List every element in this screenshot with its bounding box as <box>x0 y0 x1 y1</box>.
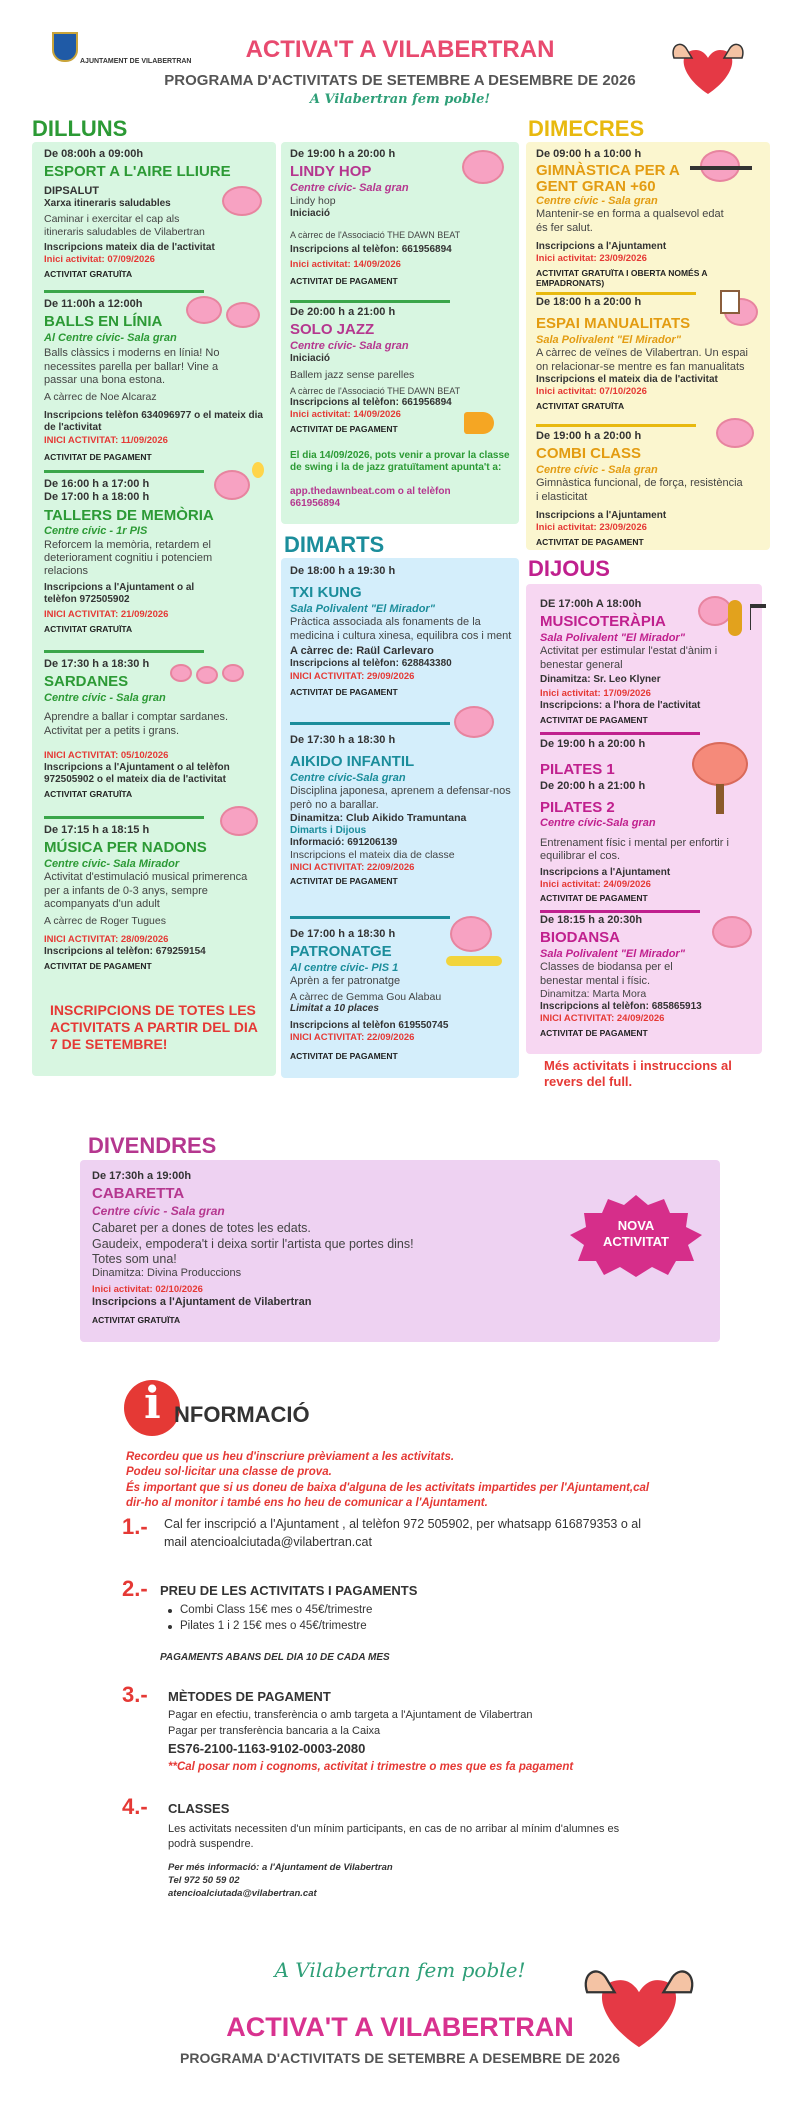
page-subtitle: PROGRAMA D'ACTIVITATS DE SETEMBRE A DESEMBRE DE 2026 <box>164 72 636 89</box>
by: A càrrec de l'Associació THE DAWN BEAT <box>290 386 461 397</box>
desc: Disciplina japonesa, aprenem a defensar-nos però no a barallar. <box>290 785 511 811</box>
place: Sala Polivalent "El Mirador" <box>536 333 681 346</box>
pay: ACTIVITAT DE PAGAMENT <box>540 1028 648 1039</box>
insc: Inscripcions a l'Ajuntament o al telèfon 972505902 <box>44 581 195 605</box>
price-item-2: Pilates 1 i 2 15€ mes o 45€/trimestre <box>180 1620 367 1632</box>
info-title: NFORMACIÓ <box>174 1402 310 1427</box>
music-stand-icon <box>750 604 766 630</box>
time: De 19:00 h a 20:00 h <box>290 148 396 160</box>
desc: Aprèn a fer patronatge <box>290 975 401 988</box>
karate-brain-icon <box>454 706 494 738</box>
megaphone-icon <box>464 412 494 434</box>
day-divendres: DIVENDRES <box>88 1133 217 1158</box>
insc: Inscripcions telèfon 634096977 o el mateix dia de l'activitat <box>44 410 263 434</box>
insc: Inscripcions el mateix dia de classe <box>290 849 455 862</box>
sardana-brains-icon-2 <box>196 666 218 684</box>
activity-name: SOLO JAZZ <box>290 321 375 339</box>
footer-subtitle: PROGRAMA D'ACTIVITATS DE SETEMBRE A DESEMBRE DE 2026 <box>180 2050 620 2066</box>
separator <box>44 650 204 653</box>
lightbulb-brain-icon <box>214 470 250 500</box>
place: Centre cívic - Sala gran <box>44 691 166 704</box>
insc: Inscripcions al telèfon 619550745 <box>290 1019 449 1031</box>
pay: ACTIVITAT DE PAGAMENT <box>540 714 648 725</box>
info: Informació: 691206139 <box>290 836 398 848</box>
footer-slogan: A Vilabertran fem poble! <box>274 1958 526 1982</box>
place: Centre cívic - Sala gran <box>92 1203 225 1218</box>
brain-mascot-icon <box>222 186 262 216</box>
activity-name: ESPORT A L'AIRE LLIURE <box>44 163 231 181</box>
info-heading-4: CLASSES <box>168 1801 230 1816</box>
desc: Classes de biodansa per el benestar mental i físic. <box>540 961 673 987</box>
start: Inici activitat: 23/09/2026 <box>536 253 647 265</box>
tape-measure-brain-icon <box>450 916 492 952</box>
start: Inici activitat: 02/10/2026 <box>92 1284 203 1296</box>
info-number-4: 4.- <box>122 1794 148 1819</box>
by: A càrrec de Noe Alcaraz <box>44 391 157 404</box>
start: INICI ACTIVITAT: 24/09/2026 <box>540 1012 665 1024</box>
time: De 17:30 h a 18:30 h <box>44 658 150 670</box>
start: Inici activitat: 07/09/2026 <box>44 254 155 266</box>
insc: Inscripcions al telèfon: 661956894 <box>290 244 452 256</box>
slogan: A Vilabertran fem poble! <box>309 92 491 107</box>
place: Centre cívic- Sala Mirador <box>44 857 180 870</box>
contact-phone: Tel 972 50 59 02 <box>168 1875 240 1886</box>
by: A càrrec de l'Associació THE DAWN BEAT <box>290 230 461 241</box>
activity-name-2: PILATES 2 <box>540 799 615 817</box>
activity-name: MÚSICA PER NADONS <box>44 839 207 857</box>
start: Inici activitat: 07/10/2026 <box>536 386 647 398</box>
pay: ACTIVITAT GRATUÏTA <box>536 400 625 411</box>
pay: ACTIVITAT GRATUÏTA <box>44 268 133 279</box>
desc: Aprendre a ballar i comptar sardanes. Activitat per a petits i grans. <box>44 711 229 737</box>
separator <box>290 722 450 725</box>
sardana-brains-icon-3 <box>222 664 244 682</box>
start: Inici activitat: 24/09/2026 <box>540 878 651 890</box>
activity-name: BIODANSA <box>540 929 621 947</box>
activity-name: TXI KUNG <box>290 584 362 602</box>
time: De 08:00h a 09:00h <box>44 148 144 160</box>
level: Iniciació <box>290 353 331 365</box>
by: A càrrec de Roger Tugues <box>44 915 166 928</box>
separator <box>290 300 450 303</box>
info-warning-3: És important que si us doneu de baixa d'alguna de les activitats impartides per l'Ajuntament,cal dir-ho al monitor i també ens ho heu de comunicar a l'Ajuntament. <box>126 1482 650 1509</box>
separator <box>536 292 696 295</box>
activity-name: MUSICOTERÀPIA <box>540 613 666 631</box>
desc: Activitat per estimular l'estat d'ànim i benestar general <box>540 645 718 671</box>
time: De 17:00 h a 18:30 h <box>290 928 396 940</box>
activity-name: LINDY HOP <box>290 163 372 181</box>
by: Dinamitza: Club Aikido Tramuntana <box>290 811 467 824</box>
activity-name: SARDANES <box>44 673 129 691</box>
pay: ACTIVITAT DE PAGAMENT <box>44 452 152 463</box>
day-dimarts: DIMARTS <box>284 532 385 557</box>
info-number-1: 1.- <box>122 1514 148 1539</box>
activity-name: CABARETTA <box>92 1185 185 1203</box>
time: De 18:00 h a 19:30 h <box>290 565 396 577</box>
activity-name: GIMNÀSTICA PER A GENT GRAN +60 <box>536 162 680 196</box>
pay: ACTIVITAT DE PAGAMENT <box>290 687 398 698</box>
insc: Inscripcions mateix dia de l'activitat <box>44 241 215 253</box>
insc: Inscripcions a l'Ajuntament <box>536 509 667 521</box>
start: Inici activitat: 14/09/2026 <box>290 409 401 421</box>
place: Al centre cívic- PIS 1 <box>290 961 399 974</box>
by: A càrrec de Gemma Gou Alabau <box>290 990 442 1003</box>
insc: Inscripcions a l'Ajuntament <box>540 866 671 878</box>
muscle-heart-icon <box>668 36 748 98</box>
desc-1: Cabaret per a dones de totes les edats. <box>92 1221 311 1236</box>
desc: Activitat d'estimulació musical primerenca per a infants de 0-3 anys, sempre acompanyats d'un adult <box>44 871 248 910</box>
start: INICI ACTIVITAT: 22/09/2026 <box>290 1031 415 1043</box>
payment-method-1: Pagar en efectiu, transferència o amb targeta a l'Ajuntament de Vilabertran <box>168 1709 533 1721</box>
by: Dinamitza: Marta Mora <box>540 987 647 1000</box>
insc: Inscripcions a l'Ajuntament o al telèfon 972505902 o el mateix dia de l'activitat <box>44 761 230 785</box>
by: Dinamitza: Divina Produccions <box>92 1267 242 1280</box>
dancing-brain-icon-2 <box>226 302 260 328</box>
activity-txi-kung <box>290 565 514 697</box>
time-2: De 17:00 h a 18:00 h <box>44 491 150 504</box>
headphones-brain-icon <box>462 150 504 184</box>
pay: ACTIVITAT DE PAGAMENT <box>290 423 398 434</box>
org: DIPSALUT <box>44 184 99 197</box>
separator <box>540 910 700 913</box>
payment-method-2: Pagar per transferència bancaria a la Caixa <box>168 1725 381 1737</box>
start: INICI ACTIVITAT: 29/09/2026 <box>290 670 415 682</box>
info-heading-2: PREU DE LES ACTIVITATS I PAGAMENTS <box>160 1583 418 1598</box>
place: Centre cívic-Sala gran <box>290 771 406 784</box>
time: De 16:00 h a 17:00 h <box>44 478 150 490</box>
start: Inici activitat: 14/09/2026 <box>290 259 401 271</box>
insc: Inscripcions: a l'hora de l'activitat <box>540 699 701 711</box>
place: Sala Polivalent "El Mirador" <box>540 947 685 960</box>
pay: ACTIVITAT GRATUÏTA <box>92 1315 181 1326</box>
start: Inici activitat: 23/09/2026 <box>536 522 647 534</box>
activity-aikido <box>290 734 514 887</box>
lightbulb-icon <box>252 462 264 478</box>
desc: Balls clàssics i moderns en línia! No necessites parella per ballar! Vine a passar una bona estona. <box>44 347 220 386</box>
activity-name: PATRONATGE <box>290 943 392 961</box>
info-warning-2: Podeu sol·licitar una classe de prova. <box>126 1466 332 1478</box>
insc: Inscripcions a l'Ajuntament <box>536 241 667 253</box>
info-warning-1: Recordeu que us heu d'inscriure prèviament a les activitats. <box>126 1451 455 1463</box>
desc-2: Gaudeix, empodera't i deixa sortir l'artista que portes dins! <box>92 1236 414 1251</box>
activity-name: BALLS EN LÍNIA <box>44 313 163 331</box>
activity-name: COMBI CLASS <box>536 445 641 463</box>
new-activity-label: NOVA ACTIVITAT <box>603 1218 669 1250</box>
info-title-letter: i <box>144 1378 161 1429</box>
insc: Inscripcions al telèfon: 685865913 <box>540 1000 702 1012</box>
guitar-icon <box>728 600 742 636</box>
iban: ES76-2100-1163-9102-0003-2080 <box>168 1741 366 1756</box>
start: INICI ACTIVITAT: 11/09/2026 <box>44 434 168 446</box>
time-2: De 20:00 h a 21:00 h <box>540 779 646 792</box>
desc: Pràctica associada als fonaments de la medicina i cultura xinesa, equilibra cos i ment <box>290 616 512 642</box>
desc: Gimnàstica funcional, de força, resistència i elasticitat <box>536 477 743 503</box>
org-name: AJUNTAMENT DE VILABERTRAN <box>80 58 192 65</box>
by: A càrrec de: Raül Carlevaro <box>290 644 434 657</box>
pay: ACTIVITAT DE PAGAMENT <box>290 1051 398 1062</box>
desc: A càrrec de veïnes de Vilabertran. Un espai on relacionar-se mentre es fan manualitats <box>536 347 748 373</box>
info-text-1: Cal fer inscripció a l'Ajuntament , al telèfon 972 505902, per whatsapp 616879353 o al mail atencioalciutada@vilabertran.cat <box>164 1517 642 1549</box>
promo-link[interactable]: app.thedawnbeat.com o al telèfon 661956894 <box>290 486 451 509</box>
more-info-notice: Més activitats i instruccions al revers del full. <box>544 1058 732 1089</box>
activity-name: TALLERS DE MEMÒRIA <box>44 506 214 524</box>
activity-name: ESPAI MANUALITATS <box>536 315 691 333</box>
separator <box>44 290 204 293</box>
place: Centre cívic - 1r PIS <box>44 525 148 538</box>
dancing-brain-icon-3 <box>712 916 752 948</box>
desc-3: Totes som una! <box>92 1251 177 1266</box>
activity-name: AIKIDO INFANTIL <box>290 753 415 771</box>
place: Centre cívic- Sala gran <box>290 181 409 194</box>
start: Inici activitat: 17/09/2026 <box>540 688 651 700</box>
separator <box>44 816 204 819</box>
pay: ACTIVITAT GRATUÏTA I OBERTA NOMÉS A EMPADRONATS) <box>536 267 708 289</box>
registration-notice: INSCRIPCIONS DE TOTES LES ACTIVITATS A PARTIR DEL DIA 7 DE SETEMBRE! <box>50 1002 258 1052</box>
bullet <box>168 1609 172 1613</box>
guitar-brain-icon <box>698 596 732 626</box>
payment-deadline: PAGAMENTS ABANS DEL DIA 10 DE CADA MES <box>160 1652 390 1663</box>
page-title: ACTIVA'T A VILABERTRAN <box>245 36 555 63</box>
place: Sala Polivalent "El Mirador" <box>290 602 435 615</box>
separator <box>290 916 450 919</box>
easel-icon <box>720 290 740 314</box>
sardana-brains-icon <box>170 664 192 682</box>
level: Lindy hop <box>290 195 336 208</box>
time: De 09:00 h a 10:00 h <box>536 148 642 160</box>
insc: Inscripcions al telèfon: 628843380 <box>290 658 452 670</box>
insc: Inscripcions al telèfon: 661956894 <box>290 397 452 409</box>
desc: Reforcem la memòria, retardem el deteriorament cognitiu i potenciem relacions <box>44 538 213 578</box>
time: De 19:00 h a 20:00 h <box>540 738 646 750</box>
activity-name: PILATES 1 <box>540 761 615 779</box>
place: Sala Polivalent "El Mirador" <box>540 631 685 644</box>
activity-musica <box>44 824 268 971</box>
sub: Xarxa itineraris saludables <box>44 198 171 210</box>
day-dijous: DIJOUS <box>528 556 610 581</box>
payment-note: **Cal posar nom i cognoms, activitat i trimestre o mes que es fa pagament <box>168 1761 574 1773</box>
dumbbell-icon <box>690 166 752 170</box>
separator <box>540 732 700 735</box>
place: Centre cívic- Sala gran <box>290 339 409 352</box>
time: De 17:30 h a 18:30 h <box>290 734 396 746</box>
desc: Entrenament físic i mental per enfortir i equilibrar el cos. <box>540 836 729 863</box>
tree-brain-icon <box>692 742 748 786</box>
info-heading-3: MÈTODES DE PAGAMENT <box>168 1689 331 1704</box>
day-dilluns: DILLUNS <box>32 116 128 141</box>
pay: ACTIVITAT DE PAGAMENT <box>536 536 644 547</box>
bullet <box>168 1625 172 1629</box>
time: De 18:00 h a 20:00 h <box>536 296 642 308</box>
start: INICI ACTIVITAT: 05/10/2026 <box>44 749 169 761</box>
by: Dinamitza: Sr. Leo Klyner <box>540 673 661 685</box>
limit: Limitat a 10 places <box>290 1003 379 1015</box>
separator <box>536 424 696 427</box>
insc: Inscripcions al telèfon: 679259154 <box>44 945 206 957</box>
insc: Inscripcions el mateix dia de l'activitat <box>536 373 718 385</box>
separator <box>44 470 204 473</box>
contact-email[interactable]: atencioalciutada@vilabertran.cat <box>168 1888 317 1899</box>
start: INICI ACTIVITAT: 22/09/2026 <box>290 861 415 873</box>
music-brain-icon <box>220 806 258 836</box>
days: Dimarts i Dijous <box>290 824 367 836</box>
place: Al Centre cívic- Sala gran <box>44 331 177 344</box>
desc: Mantenir-se en forma a qualsevol edat és fer salut. <box>536 208 724 234</box>
superhero-brain-icon <box>716 418 754 448</box>
time: De 17:15 h a 18:15 h <box>44 824 150 836</box>
start: INICI ACTIVITAT: 21/09/2026 <box>44 609 169 621</box>
desc: Caminar i exercitar el cap als itineraris saludables de Vilabertran <box>44 213 205 239</box>
pay: ACTIVITAT DE PAGAMENT <box>290 275 398 286</box>
classes-text: Les activitats necessiten d'un mínim participants, en cas de no arribar al mínim d'alumnes es podrà suspendre. <box>168 1823 620 1851</box>
tape-measure-icon <box>446 956 502 966</box>
info-number-2: 2.- <box>122 1576 148 1601</box>
place: Centre cívic - Sala gran <box>536 194 658 207</box>
desc: Ballem jazz sense parelles <box>290 369 415 382</box>
place: Centre cívic-Sala gran <box>540 817 656 830</box>
activity-cabaretta <box>92 1170 552 1326</box>
tree-roots-icon <box>716 784 724 814</box>
time: De 19:00 h a 20:00 h <box>536 430 642 442</box>
insc: Inscripcions a l'Ajuntament de Vilabertran <box>92 1296 312 1309</box>
pay: ACTIVITAT DE PAGAMENT <box>44 960 152 971</box>
day-dimecres: DIMECRES <box>528 116 645 141</box>
promo-text: El dia 14/09/2026, pots venir a provar la classe de swing i la de jazz gratuïtament apunta't a: <box>290 450 510 473</box>
time: De 18:15 h a 20:30h <box>540 914 643 926</box>
activity-combi <box>536 430 762 547</box>
dancing-brain-icon <box>186 296 222 324</box>
price-item-1: Combi Class 15€ mes o 45€/trimestre <box>180 1604 373 1616</box>
time: DE 17:00h A 18:00h <box>540 598 642 610</box>
footer-title: ACTIVA'T A VILABERTRAN <box>226 2012 574 2042</box>
time: De 17:30h a 19:00h <box>92 1170 192 1182</box>
start: INICI ACTIVITAT: 28/09/2026 <box>44 934 169 946</box>
pay: ACTIVITAT DE PAGAMENT <box>290 876 398 887</box>
info-number-3: 3.- <box>122 1682 148 1707</box>
time: De 20:00 h a 21:00 h <box>290 306 396 318</box>
pay: ACTIVITAT GRATUÏTA <box>44 788 133 799</box>
time: De 11:00h a 12:00h <box>44 298 143 310</box>
pay: ACTIVITAT DE PAGAMENT <box>540 893 648 904</box>
place: Centre cívic - Sala gran <box>536 463 658 476</box>
level-2: Iniciació <box>290 207 331 219</box>
pay: ACTIVITAT GRATUÏTA <box>44 623 133 634</box>
activity-tallers <box>44 478 268 634</box>
contact-line-1: Per més informació: a l'Ajuntament de Vilabertran <box>168 1862 393 1873</box>
